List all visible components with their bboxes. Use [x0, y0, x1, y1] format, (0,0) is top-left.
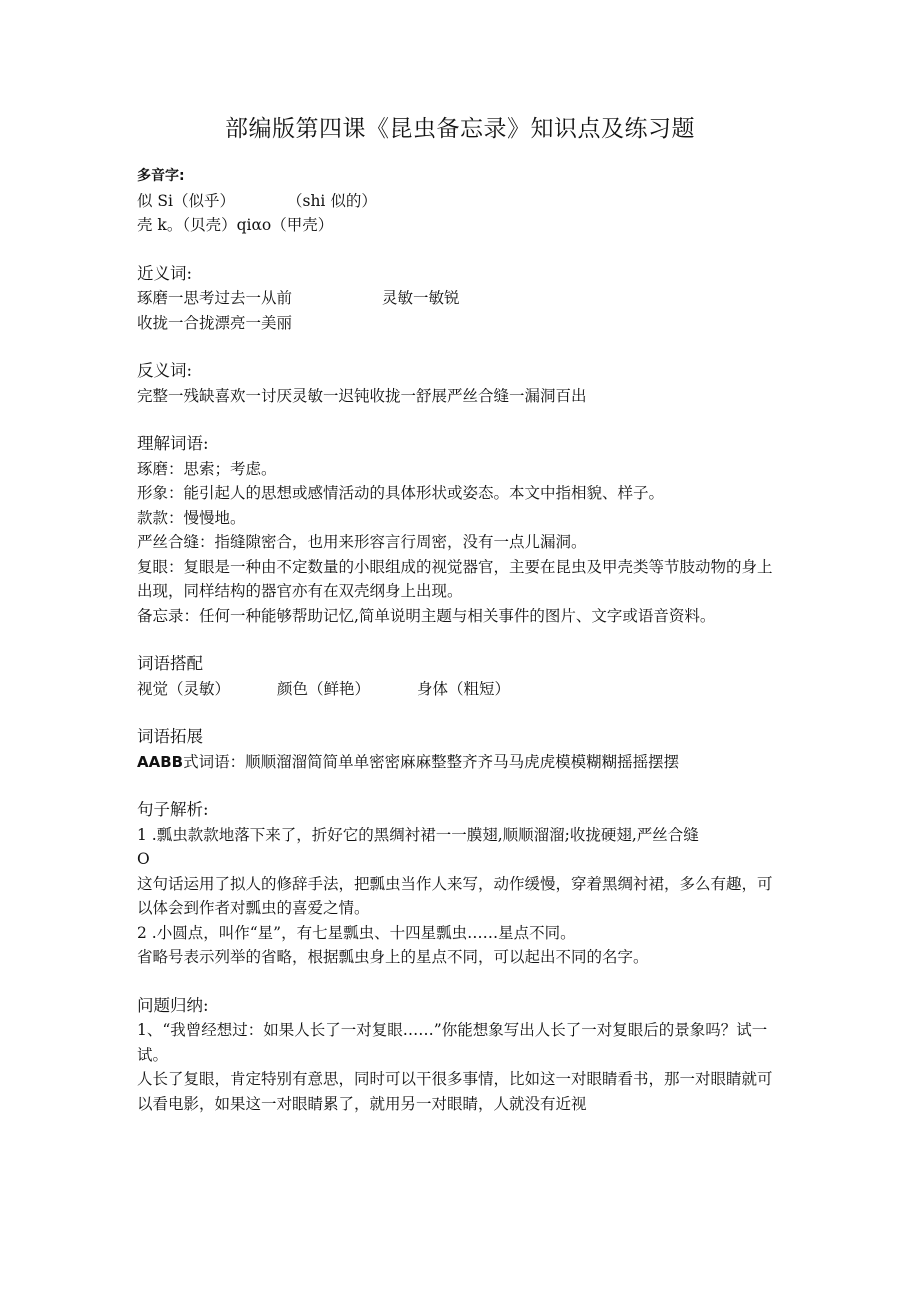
collocation-heading: 词语搭配	[137, 654, 203, 673]
understanding-item: 款款：慢慢地。	[137, 508, 246, 527]
sentence-1-note: 这句话运用了拟人的修辞手法，把瓢虫当作人来写，动作缓慢，穿着黑绸衬裙，多么有趣，可以体会到作者对瓢虫的喜爱之情。	[137, 874, 773, 917]
synonyms-pair-a: 琢磨一思考过去一从前	[137, 289, 293, 307]
questions-heading: 问题归纳:	[137, 995, 209, 1015]
understanding-item: 严丝合缝：指缝隙密合，也用来形容言行周密，没有一点儿漏洞。	[137, 533, 587, 551]
page-title: 部编版第四课《昆虫备忘录》知识点及练习题	[225, 116, 695, 142]
sentence-1-end: O	[137, 850, 150, 868]
sentence-1: 1 .瓢虫款款地落下来了，折好它的黑绸衬裙一一膜翅,顺顺溜溜;收拢硬翅,严丝合缝	[137, 825, 699, 844]
expansion-label: AABB	[137, 752, 184, 771]
polyphonic-line-2: 壳 k。（贝壳）qiαo（甲壳）	[137, 216, 334, 234]
synonyms-heading: 近义词:	[137, 263, 193, 283]
antonyms-line-1: 完整一残缺喜欢一讨厌灵敏一迟钝收拢一舒展严丝合缝一漏洞百出	[137, 386, 587, 405]
collocation-item-body: 身体（粗短）	[417, 679, 511, 698]
collocation-item-color: 颜色（鲜艳）	[277, 679, 371, 698]
synonyms-pair-b: 灵敏一敏锐	[382, 289, 460, 307]
understanding-item: 备忘录：任何一种能够帮助记忆,简单说明主题与相关事件的图片、文字或语音资料。	[137, 606, 716, 625]
antonyms-heading: 反义词:	[137, 361, 193, 380]
question-1: 1、“我曾经想过：如果人长了一对复眼……”你能想象写出人长了一对复眼后的景象吗？试一试。	[137, 1021, 768, 1064]
polyphonic-item-shi: （shi 似的）	[287, 191, 377, 210]
polyphonic-heading: 多音字:	[137, 168, 185, 184]
sentence-2: 2 .小圆点，叫作“星”，有七星瓢虫、十四星瓢虫……星点不同。	[137, 923, 576, 942]
polyphonic-line-1	[137, 189, 787, 214]
understanding-item: 形象：能引起人的思想或感情活动的具体形状或姿态。本文中指相貌、样子。	[137, 484, 665, 502]
expansion-line	[137, 750, 787, 775]
collocation-line	[137, 677, 787, 702]
understanding-item: 琢磨：思索；考虑。	[137, 459, 277, 478]
understanding-heading: 理解词语:	[137, 434, 209, 453]
sentences-heading: 句子解析:	[137, 800, 209, 819]
synonyms-line-1	[137, 286, 787, 311]
expansion-heading: 词语拓展	[137, 727, 203, 746]
collocation-item-vision: 视觉（灵敏）	[137, 679, 231, 698]
understanding-item: 复眼：复眼是一种由不定数量的小眼组成的视觉器官，主要在昆虫及甲壳类等节肢动物的身上出现，同样结构的器官亦有在双壳纲身上出现。	[137, 557, 773, 600]
answer-1: 人长了复眼，肯定特别有意思，同时可以干很多事情，比如这一对眼睛看书，那一对眼睛就可以看电影，如果这一对眼睛累了，就用另一对眼睛，人就没有近视	[137, 1070, 773, 1113]
document-body	[137, 164, 787, 1116]
synonyms-line-2: 收拢一合拢漂亮一美丽	[137, 313, 293, 332]
expansion-text: 式词语：顺顺溜溜简简单单密密麻麻整整齐齐马马虎虎模模糊糊摇摇摆摆	[183, 752, 680, 771]
sentence-2-note: 省略号表示列举的省略，根据瓢虫身上的星点不同，可以起出不同的名字。	[137, 948, 649, 966]
polyphonic-item-si: 似 Si（似乎）	[137, 191, 236, 210]
